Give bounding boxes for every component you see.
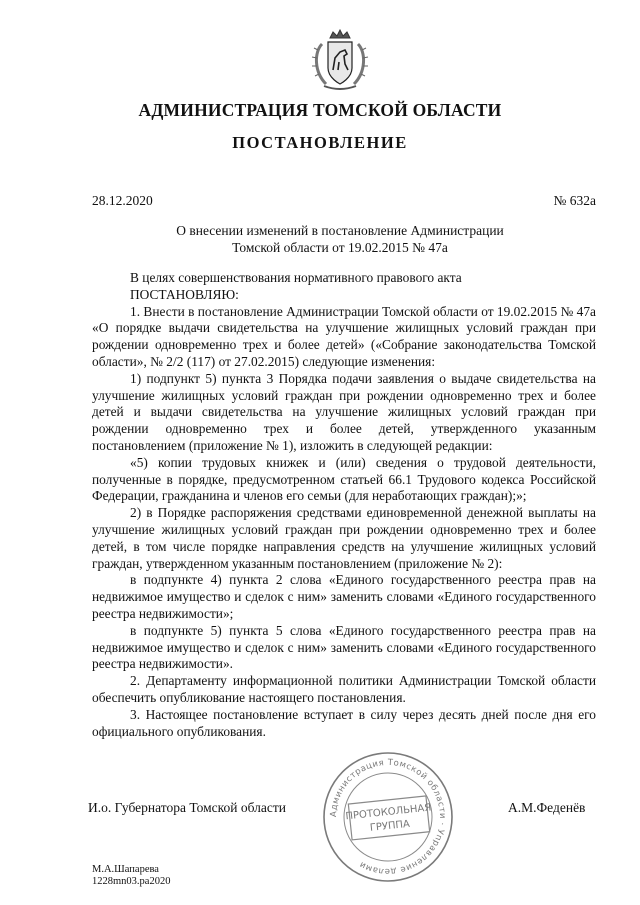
resolve-word: ПОСТАНОВЛЯЮ: — [130, 286, 239, 302]
preamble: В целях совершенствования нормативного правового акта — [130, 270, 462, 285]
paragraph-1: 1. Внести в постановление Администрации Томской области от 19.02.2015 № 47а «О порядке выдачи свидетельства на улучшение жилищных условий граждан при рождении одновременно трех и более детей» («Собрание законодательства Томской области», № 2/2 (117) от 27.02.2015) следующие изменения: — [92, 303, 596, 369]
executor-name: М.А.Шапарева — [92, 864, 159, 875]
paragraph-3: 3. Настоящее постановление вступает в силу через десять дней после дня его официального опубликования. — [92, 706, 596, 739]
signatory-name: А.М.Феденёв — [508, 800, 586, 815]
stamp-line-2: ГРУППА — [369, 818, 411, 834]
stamp-ring-text: Администрация Томской области · Управление делами — [328, 757, 448, 877]
document-type: ПОСТАНОВЛЕНИЕ — [232, 133, 408, 152]
paragraph-1-1-quote: «5) копии трудовых книжек и (или) сведения о трудовой деятельности, полученные в порядке, предусмотренном статьей 66.1 Трудового кодекса Российской Федерации, гражданина и членов его семьи (для неработающих граждан);»; — [92, 454, 596, 504]
official-stamp — [318, 748, 458, 886]
document-subject — [0, 222, 640, 256]
paragraph-2: 2. Департаменту информационной политики Администрации Томской области обеспечить опубликование настоящего постановления. — [92, 673, 596, 705]
stamp-line-1: ПРОТОКОЛЬНАЯ — [345, 802, 432, 823]
executor-code: 1228mn03.ра2020 — [92, 876, 171, 887]
paragraph-1-2-a: в подпункте 4) пункта 2 слова «Единого государственного реестра прав на недвижимое имущество и сделок с ним» заменить словами «Единого государственного реестра недвижимости»; — [92, 572, 596, 621]
executor-block — [92, 864, 170, 888]
organization-title: АДМИНИСТРАЦИЯ ТОМСКОЙ ОБЛАСТИ — [138, 100, 502, 120]
paragraph-1-2: 2) в Порядке распоряжения средствами единовременной денежной выплаты на улучшение жилищных условий граждан при рождении одновременно трех и более детей, в том числе порядке направления средств на улучшение жилищных условий граждан, утвержденном указанным постановлением (приложение № 2): — [92, 505, 596, 571]
subject-line-2: Томской области от 19.02.2015 № 47а — [232, 240, 448, 255]
document-body — [92, 270, 596, 740]
document-date: 28.12.2020 — [92, 193, 153, 208]
paragraph-1-2-b: в подпункте 5) пункта 5 слова «Единого государственного реестра прав на недвижимое имущество и сделок с ним» заменить словами «Единого государственного реестра недвижимости». — [92, 622, 596, 672]
document-number: № 632а — [553, 193, 596, 208]
signatory-position: И.о. Губернатора Томской области — [88, 800, 286, 815]
subject-line-1: О внесении изменений в постановление Администрации — [176, 223, 504, 238]
coat-of-arms-icon — [300, 28, 380, 98]
paragraph-1-1: 1) подпункт 5) пункта 3 Порядка подачи заявления о выдаче свидетельства на улучшение жилищных условий граждан при рождении одновременно трех и более детей и выдачи свидетельства на улучшение жилищных условий граждан при рождении одновременно трех и более детей, утвержденного указанным постановлением (приложение № 1), изложить в следующей редакции: — [92, 370, 596, 453]
